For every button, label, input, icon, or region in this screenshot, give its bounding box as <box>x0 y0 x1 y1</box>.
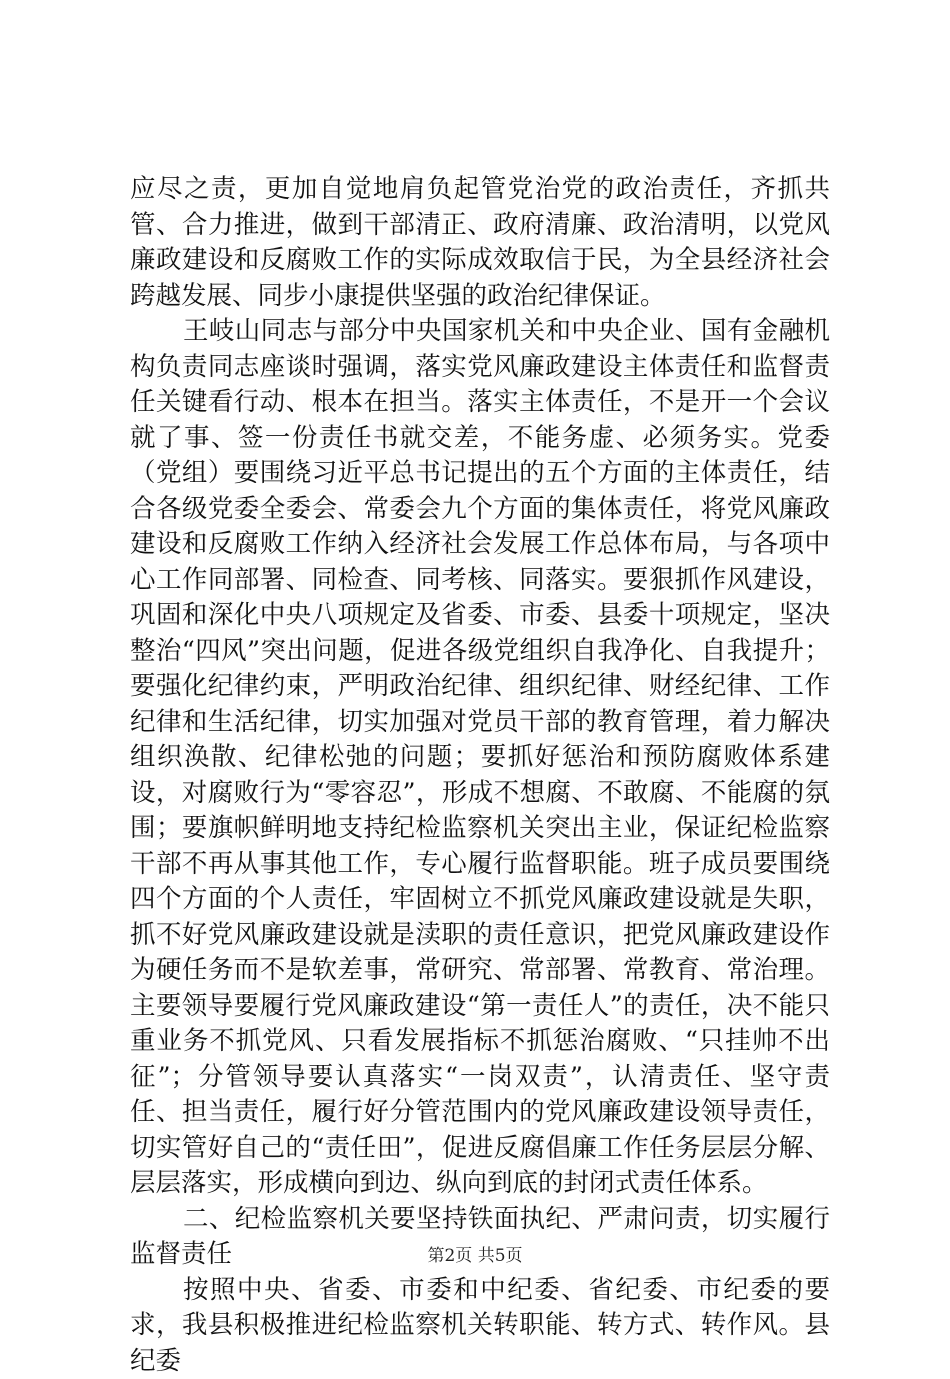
paragraph-1: 应尽之责，更加自觉地肩负起管党治党的政治责任，齐抓共管、合力推进，做到干部清正、政府清廉、政治清明，以党风廉政建设和反腐败工作的实际成效取信于民，为全县经济社会跨越发展、同步小康提供坚强的政治纪律保证。 <box>130 172 830 314</box>
paragraph-2: 王岐山同志与部分中央国家机关和中央企业、国有金融机构负责同志座谈时强调，落实党风廉政建设主体责任和监督责任关键看行动、根本在担当。落实主体责任，不是开一个会议就了事、签一份责任书就交差，不能务虚、必须务实。党委（党组）要围绕习近平总书记提出的五个方面的主体责任，结合各级党委全委会、常委会九个方面的集体责任，将党风廉政建设和反腐败工作纳入经济社会发展工作总体布局，与各项中心工作同部署、同检查、同考核、同落实。要狠抓作风建设，巩固和深化中央八项规定及省委、市委、县委十项规定，坚决整治“四风”突出问题，促进各级党组织自我净化、自我提升；要强化纪律约束，严明政治纪律、组织纪律、财经纪律、工作纪律和生活纪律，切实加强对党员干部的教育管理，着力解决组织涣散、纪律松弛的问题；要抓好惩治和预防腐败体系建设，对腐败行为“零容忍”，形成不想腐、不敢腐、不能腐的氛围；要旗帜鲜明地支持纪检监察机关突出主业，保证纪检监察干部不再从事其他工作，专心履行监督职能。班子成员要围绕四个方面的个人责任，牢固树立不抓党风廉政建设就是失职，抓不好党风廉政建设就是渎职的责任意识，把党风廉政建设作为硬任务而不是软差事，常研究、常部署、常教育、常治理。主要领导要履行党风廉政建设“第一责任人”的责任，决不能只重业务不抓党风、只看发展指标不抓惩治腐败、“只挂帅不出征”；分管领导要认真落实“一岗双责”，认清责任、坚守责任、担当责任，履行好分管范围内的党风廉政建设领导责任，切实管好自己的“责任田”，促进反腐倡廉工作任务层层分解、层层落实，形成横向到边、纵向到底的封闭式责任体系。 <box>130 314 830 1202</box>
document-body <box>130 172 830 1379</box>
section-heading-2: 二、纪检监察机关要坚持铁面执纪、严肃问责，切实履行监督责任 <box>130 1202 830 1273</box>
page-footer: 第2页 共5页 <box>0 1245 950 1267</box>
paragraph-3: 按照中央、省委、市委和中纪委、省纪委、市纪委的要求，我县积极推进纪检监察机关转职能、转方式、转作风。县纪委 <box>130 1273 830 1379</box>
